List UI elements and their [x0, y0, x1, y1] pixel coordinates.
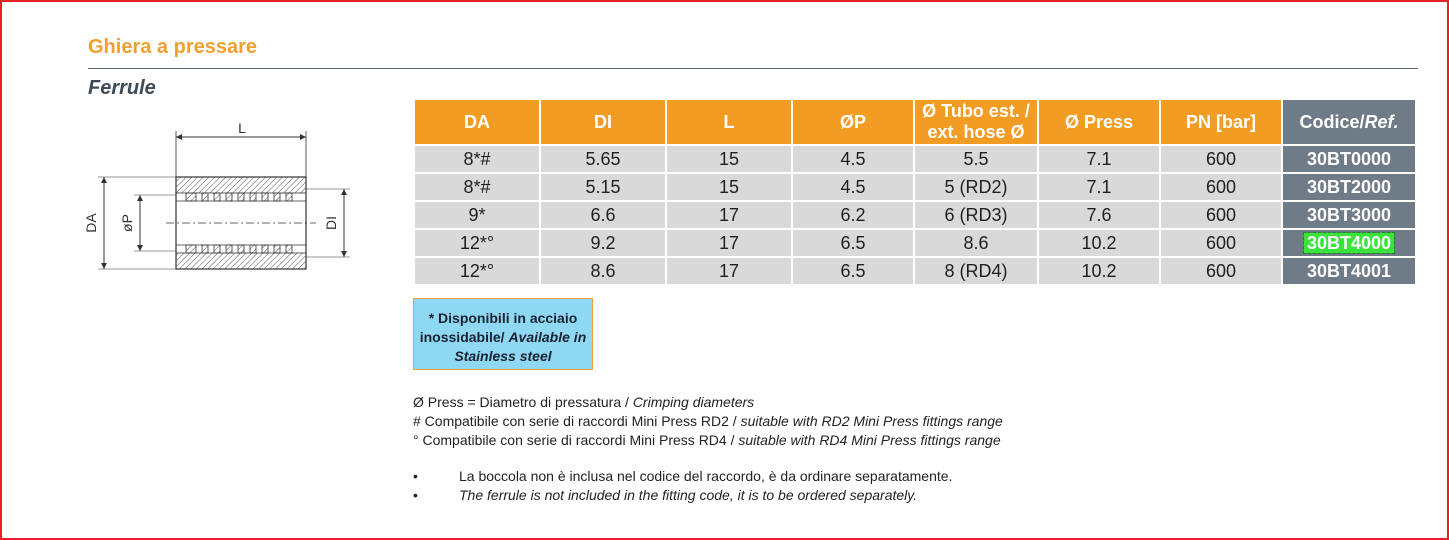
table-row	[415, 174, 1415, 200]
bullet-mark: •	[413, 468, 418, 484]
legend-hash	[413, 412, 1003, 431]
cell-l: 17	[667, 202, 791, 228]
ferrule-technical-drawing	[82, 117, 372, 287]
legend-degree-it: ° Compatibile con serie di raccordi Mini Press RD4 /	[413, 432, 739, 448]
cell-tubo: 5.5	[915, 146, 1037, 172]
bullet-item	[413, 486, 952, 505]
cell-da: 9*	[415, 202, 539, 228]
cell-tubo: 5 (RD2)	[915, 174, 1037, 200]
cell-di: 6.6	[541, 202, 665, 228]
cell-da: 12*°	[415, 230, 539, 256]
legend-press-it: Ø Press = Diametro di pressatura /	[413, 394, 633, 410]
cell-l: 15	[667, 146, 791, 172]
cell-da: 8*#	[415, 146, 539, 172]
ferrule-spec-table	[413, 98, 1417, 286]
cell-di: 9.2	[541, 230, 665, 256]
note-line1: * Disponibili in acciaio	[428, 310, 578, 326]
cell-press: 10.2	[1039, 258, 1159, 284]
cell-code-highlighted	[1283, 230, 1415, 256]
cell-pn: 600	[1161, 258, 1281, 284]
cell-l: 15	[667, 174, 791, 200]
header-di: DI	[541, 100, 665, 144]
cell-tubo: 8.6	[915, 230, 1037, 256]
dim-label-op: øP	[119, 214, 135, 232]
cell-l: 17	[667, 230, 791, 256]
cell-da: 12*°	[415, 258, 539, 284]
cell-di: 8.6	[541, 258, 665, 284]
table-row	[415, 202, 1415, 228]
header-tubo-line2: ext. hose Ø	[927, 122, 1025, 142]
bullet-notes	[413, 467, 952, 505]
cell-press: 7.1	[1039, 174, 1159, 200]
note-line2	[418, 328, 588, 347]
highlighted-code: 30BT4000	[1304, 233, 1394, 253]
header-l: L	[667, 100, 791, 144]
note-line2-en: Available in	[508, 329, 587, 345]
dim-label-di: DI	[323, 216, 339, 230]
cell-pn: 600	[1161, 202, 1281, 228]
cell-op: 4.5	[793, 174, 913, 200]
cell-di: 5.65	[541, 146, 665, 172]
cell-di: 5.15	[541, 174, 665, 200]
cell-l: 17	[667, 258, 791, 284]
cell-op: 6.2	[793, 202, 913, 228]
table-row	[415, 258, 1415, 284]
bullet-mark: •	[413, 487, 418, 503]
cell-code: 30BT2000	[1283, 174, 1415, 200]
legend-hash-it: # Compatibile con serie di raccordi Mini Press RD2 /	[413, 413, 741, 429]
header-da: DA	[415, 100, 539, 144]
header-pn: PN [bar]	[1161, 100, 1281, 144]
cell-press: 7.1	[1039, 146, 1159, 172]
legend-degree	[413, 431, 1003, 450]
cell-da: 8*#	[415, 174, 539, 200]
legend-press	[413, 393, 1003, 412]
cell-op: 6.5	[793, 230, 913, 256]
cell-tubo: 8 (RD4)	[915, 258, 1037, 284]
cell-code: 30BT3000	[1283, 202, 1415, 228]
cell-pn: 600	[1161, 174, 1281, 200]
legend-degree-en: suitable with RD4 Mini Press fittings range	[738, 432, 1001, 448]
header-code-en: Ref.	[1364, 111, 1399, 132]
legend-block	[413, 393, 1003, 450]
cell-press: 10.2	[1039, 230, 1159, 256]
table-row	[415, 146, 1415, 172]
cell-code: 30BT0000	[1283, 146, 1415, 172]
cell-code: 30BT4001	[1283, 258, 1415, 284]
header-press: Ø Press	[1039, 100, 1159, 144]
bullet-text-en: The ferrule is not included in the fitting code, it is to be ordered separately.	[459, 487, 918, 503]
section-divider	[88, 68, 1418, 69]
bullet-text-it: La boccola non è inclusa nel codice del raccordo, è da ordinare separatamente.	[459, 468, 953, 484]
note-line3	[418, 347, 588, 366]
stainless-note-box	[413, 298, 593, 370]
cell-tubo: 6 (RD3)	[915, 202, 1037, 228]
cell-op: 6.5	[793, 258, 913, 284]
header-code-it: Codice/	[1299, 111, 1365, 132]
cell-press: 7.6	[1039, 202, 1159, 228]
legend-hash-en: suitable with RD2 Mini Press fittings range	[740, 413, 1003, 429]
cell-pn: 600	[1161, 146, 1281, 172]
cell-pn: 600	[1161, 230, 1281, 256]
note-line3-en: Stainless steel	[454, 348, 552, 364]
cell-op: 4.5	[793, 146, 913, 172]
table-row	[415, 230, 1415, 256]
header-tubo	[915, 100, 1037, 144]
table-header-row	[415, 100, 1415, 144]
section-title-english: Ferrule	[88, 77, 156, 99]
dim-label-da: DA	[83, 213, 99, 233]
header-op: ØP	[793, 100, 913, 144]
header-tubo-line1: Ø Tubo est. /	[922, 101, 1030, 121]
legend-press-en: Crimping diameters	[632, 394, 755, 410]
header-code	[1283, 100, 1415, 144]
section-title-italian: Ghiera a pressare	[88, 36, 257, 58]
bullet-item	[413, 467, 952, 486]
dim-label-l: L	[238, 120, 246, 136]
note-line2-it: inossidabile/	[419, 329, 509, 345]
